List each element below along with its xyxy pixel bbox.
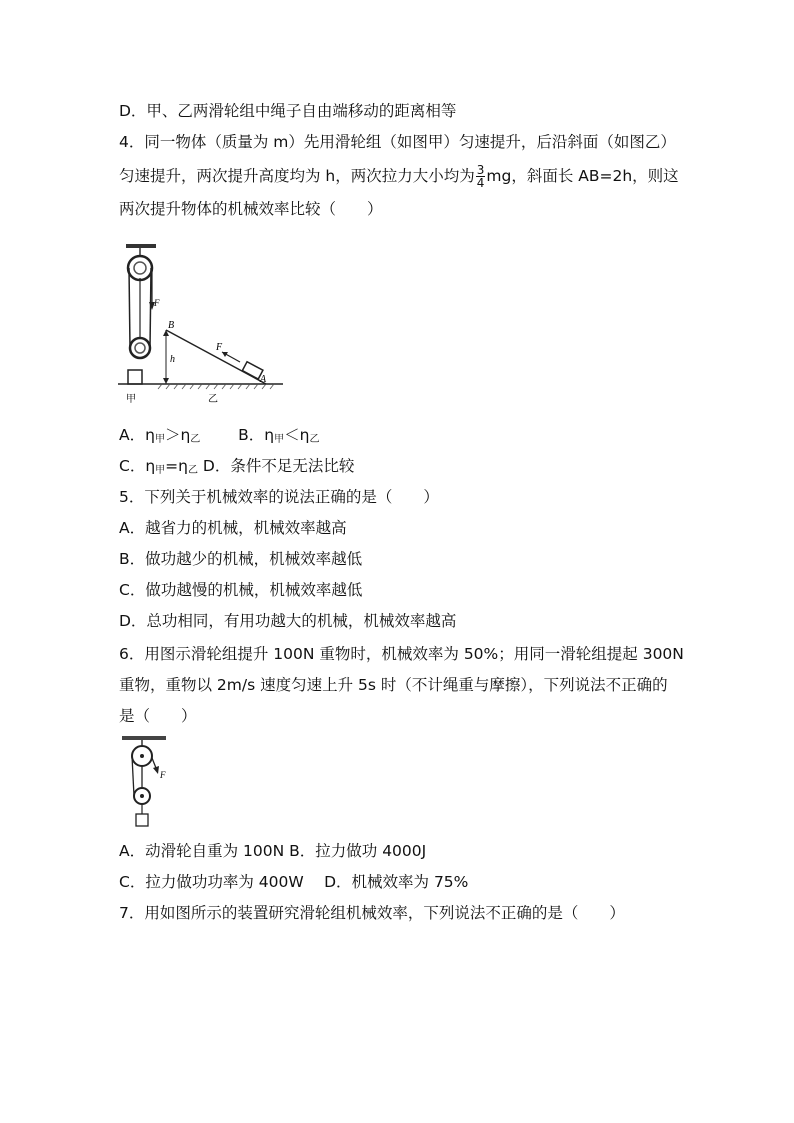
label-h: h	[170, 354, 175, 365]
q6-stem-line1: 6．用图示滑轮组提升 100N 重物时，机械效率为 50%；用同一滑轮组提起 300N	[119, 645, 684, 663]
q5-option-b: B．做功越少的机械，机械效率越低	[119, 550, 363, 568]
q7-stem: 7．用如图所示的装置研究滑轮组机械效率，下列说法不正确的是（ ）	[119, 904, 625, 922]
fixed-pulley	[128, 256, 152, 280]
label-B: B	[168, 320, 175, 331]
q4-option-a: A．$\eta_甲>\eta_乙$	[119, 426, 201, 445]
label-F2: F	[216, 342, 223, 353]
label-jia: 甲	[126, 394, 136, 405]
q4-stem-line2-text-b: mg，斜面长 AB=2h，则这	[486, 167, 679, 185]
q4-option-d: D．条件不足无法比较	[202, 457, 355, 475]
q5-option-d: D．总功相同，有用功越大的机械，机械效率越高	[119, 612, 457, 630]
q4-stem-line3: 两次提升物体的机械效率比较（ ）	[119, 200, 383, 218]
q4-stem-line2	[119, 164, 679, 189]
rope-right	[150, 268, 151, 348]
weight-block	[136, 814, 148, 826]
ceiling-bar	[122, 736, 166, 740]
q4-option-b: B．$\eta_甲<\eta_乙$	[238, 426, 320, 445]
fraction-denominator: 4	[476, 176, 485, 190]
label-F: F	[160, 770, 166, 780]
q5-option-a: A．越省力的机械，机械效率越高	[119, 519, 347, 537]
q5-option-c: C．做功越慢的机械，机械效率越低	[119, 581, 363, 599]
movable-pulley-axle	[140, 794, 144, 798]
q6-options-ab: A．动滑轮自重为 100N B．拉力做功 4000J	[119, 842, 427, 860]
fixed-pulley-inner	[134, 262, 146, 274]
q4-figure-pulley-and-incline	[118, 238, 288, 408]
q6-figure-pulley-system	[122, 734, 182, 832]
q6-stem-line2: 重物，重物以 2m/s 速度匀速上升 5s 时（不计绳重与摩擦），下列说法不正确的	[119, 676, 668, 694]
ceiling-hatch	[126, 244, 156, 248]
movable-pulley	[130, 338, 150, 358]
movable-pulley-inner	[135, 343, 145, 353]
label-F1: F	[154, 298, 160, 308]
q4-options-cd	[119, 456, 354, 481]
label-A: A	[260, 374, 267, 385]
rope-left	[129, 268, 130, 348]
q4-option-c: C．$\eta_甲=\eta_乙$	[119, 457, 198, 476]
pull-rope	[152, 758, 156, 768]
q4-figure-svg	[118, 238, 288, 408]
label-yi: 乙	[208, 394, 218, 405]
q5-stem: 5．下列关于机械效率的说法正确的是（ ）	[119, 488, 439, 506]
previous-question-option-d: D．甲、乙两滑轮组中绳子自由端移动的距离相等	[119, 102, 457, 120]
q4-stem-line1: 4．同一物体（质量为 m）先用滑轮组（如图甲）匀速提升，后沿斜面（如图乙）	[119, 133, 676, 151]
fixed-pulley-axle	[140, 754, 144, 758]
height-arrow-down-icon	[163, 378, 169, 384]
q6-figure-svg	[122, 734, 182, 832]
q6-stem-line3: 是（ ）	[119, 707, 197, 725]
fraction-numerator: 3	[476, 163, 485, 177]
fraction-three-quarters	[476, 164, 486, 189]
q4-stem-line2-text-a: 匀速提升，两次提升高度均为 h，两次拉力大小均为	[119, 167, 475, 185]
q6-options-cd: C．拉力做功功率为 400W D．机械效率为 75%	[119, 873, 469, 891]
pull-arrow-icon	[153, 766, 159, 774]
q4-options-ab	[119, 425, 319, 450]
block-on-ground	[128, 370, 142, 384]
